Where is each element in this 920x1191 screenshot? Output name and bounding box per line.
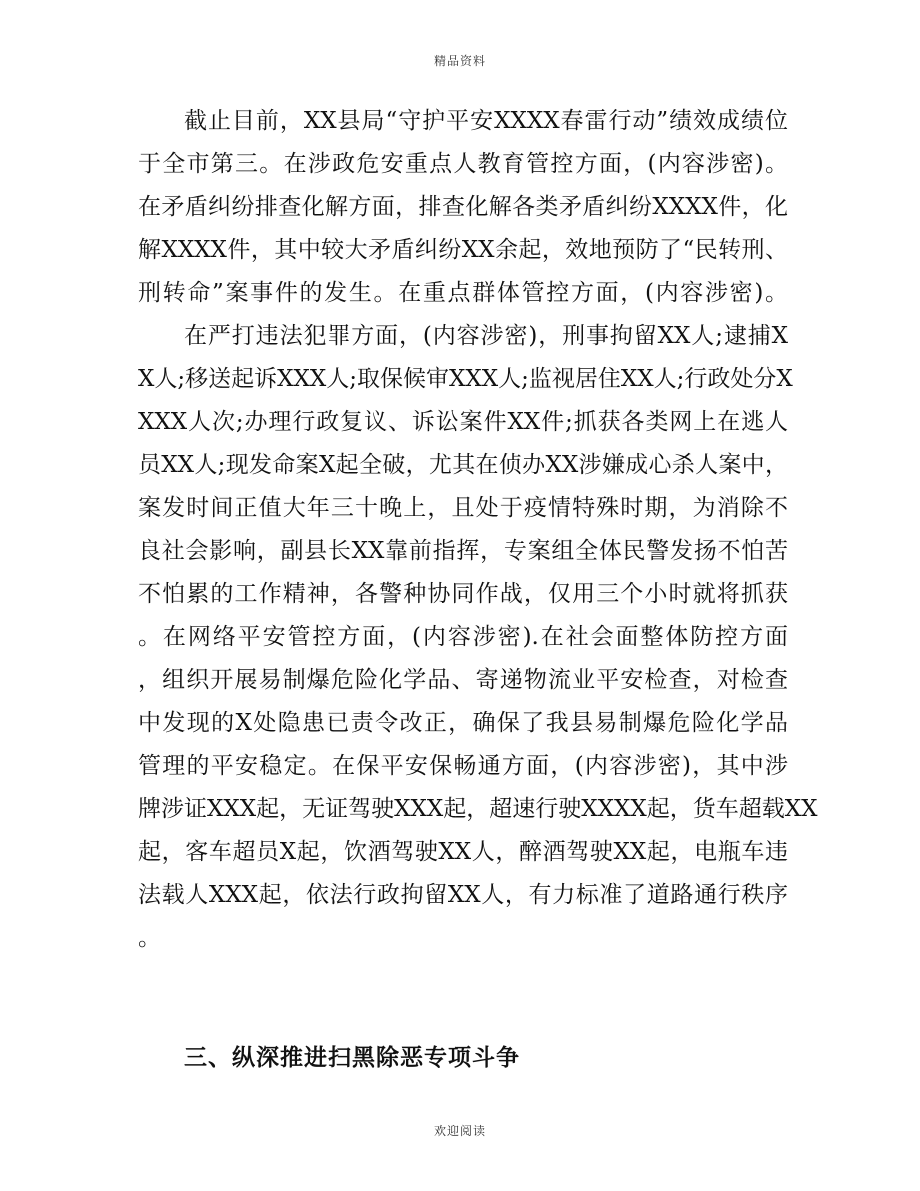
paragraph-2-line-8: 。在网络平安管控方面，(内容涉密).在社会面整体防控方面 — [138, 624, 788, 650]
paragraph-2-line-6: 良社会影响，副县长XX靠前指挥，专案组全体民警发扬不怕苦 — [138, 538, 788, 564]
paragraph-2-line-10: 中发现的X处隐患已责令改正，确保了我县易制爆危险化学品 — [138, 710, 788, 736]
paragraph-1-line-4: 解XXXX件，其中较大矛盾纠纷XX余起，效地预防了“民转刑、 — [138, 237, 788, 263]
paragraph-2-line-3: XXX人次;办理行政复议、诉讼案件XX件;抓获各类网上在逃人 — [138, 409, 788, 435]
page-header: 精品资料 — [433, 54, 486, 68]
paragraph-1-line-2: 于全市第三。在涉政危安重点人教育管控方面，(内容涉密)。 — [138, 151, 788, 177]
page-footer: 欢迎阅读 — [433, 1124, 486, 1138]
paragraph-2-line-2: X人;移送起诉XXX人;取保候审XXX人;监视居住XX人;行政处分X — [138, 366, 793, 392]
paragraph-1-line-3: 在矛盾纠纷排查化解方面，排查化解各类矛盾纠纷XXXX件，化 — [138, 194, 788, 220]
paragraph-2-line-4: 员XX人;现发命案X起全破，尤其在侦办XX涉嫌成心杀人案中， — [138, 452, 788, 478]
paragraph-2-line-14: 法载人XXX起，依法行政拘留XX人，有力标准了道路通行秩序 — [138, 882, 788, 908]
section-heading: 三、纵深推进扫黑除恶专项斗争 — [184, 1045, 520, 1071]
paragraph-2-line-11: 管理的平安稳定。在保平安保畅通方面，(内容涉密)，其中涉 — [138, 753, 788, 779]
paragraph-2-line-13: 起，客车超员X起，饮酒驾驶XX人，醉酒驾驶XX起，电瓶车违 — [138, 839, 788, 865]
paragraph-2-line-7: 不怕累的工作精神，各警种协同作战，仅用三个小时就将抓获 — [138, 581, 788, 607]
paragraph-2-line-15: 。 — [138, 925, 161, 951]
document-body — [138, 100, 818, 960]
paragraph-1-line-1: 截止目前，XX县局“守护平安XXXX春雷行动”绩效成绩位 — [184, 108, 788, 134]
paragraph-2-line-1: 在严打违法犯罪方面，(内容涉密)，刑事拘留XX人;逮捕X — [184, 323, 788, 349]
paragraph-1-line-5: 刑转命”案事件的发生。在重点群体管控方面，(内容涉密)。 — [138, 280, 788, 306]
paragraph-2-line-12: 牌涉证XXX起，无证驾驶XXX起，超速行驶XXXX起，货车超载XX — [138, 796, 818, 822]
paragraph-2-line-9: ，组织开展易制爆危险化学品、寄递物流业平安检查，对检查 — [138, 667, 788, 693]
paragraph-2-line-5: 案发时间正值大年三十晚上，且处于疫情特殊时期，为消除不 — [138, 495, 788, 521]
